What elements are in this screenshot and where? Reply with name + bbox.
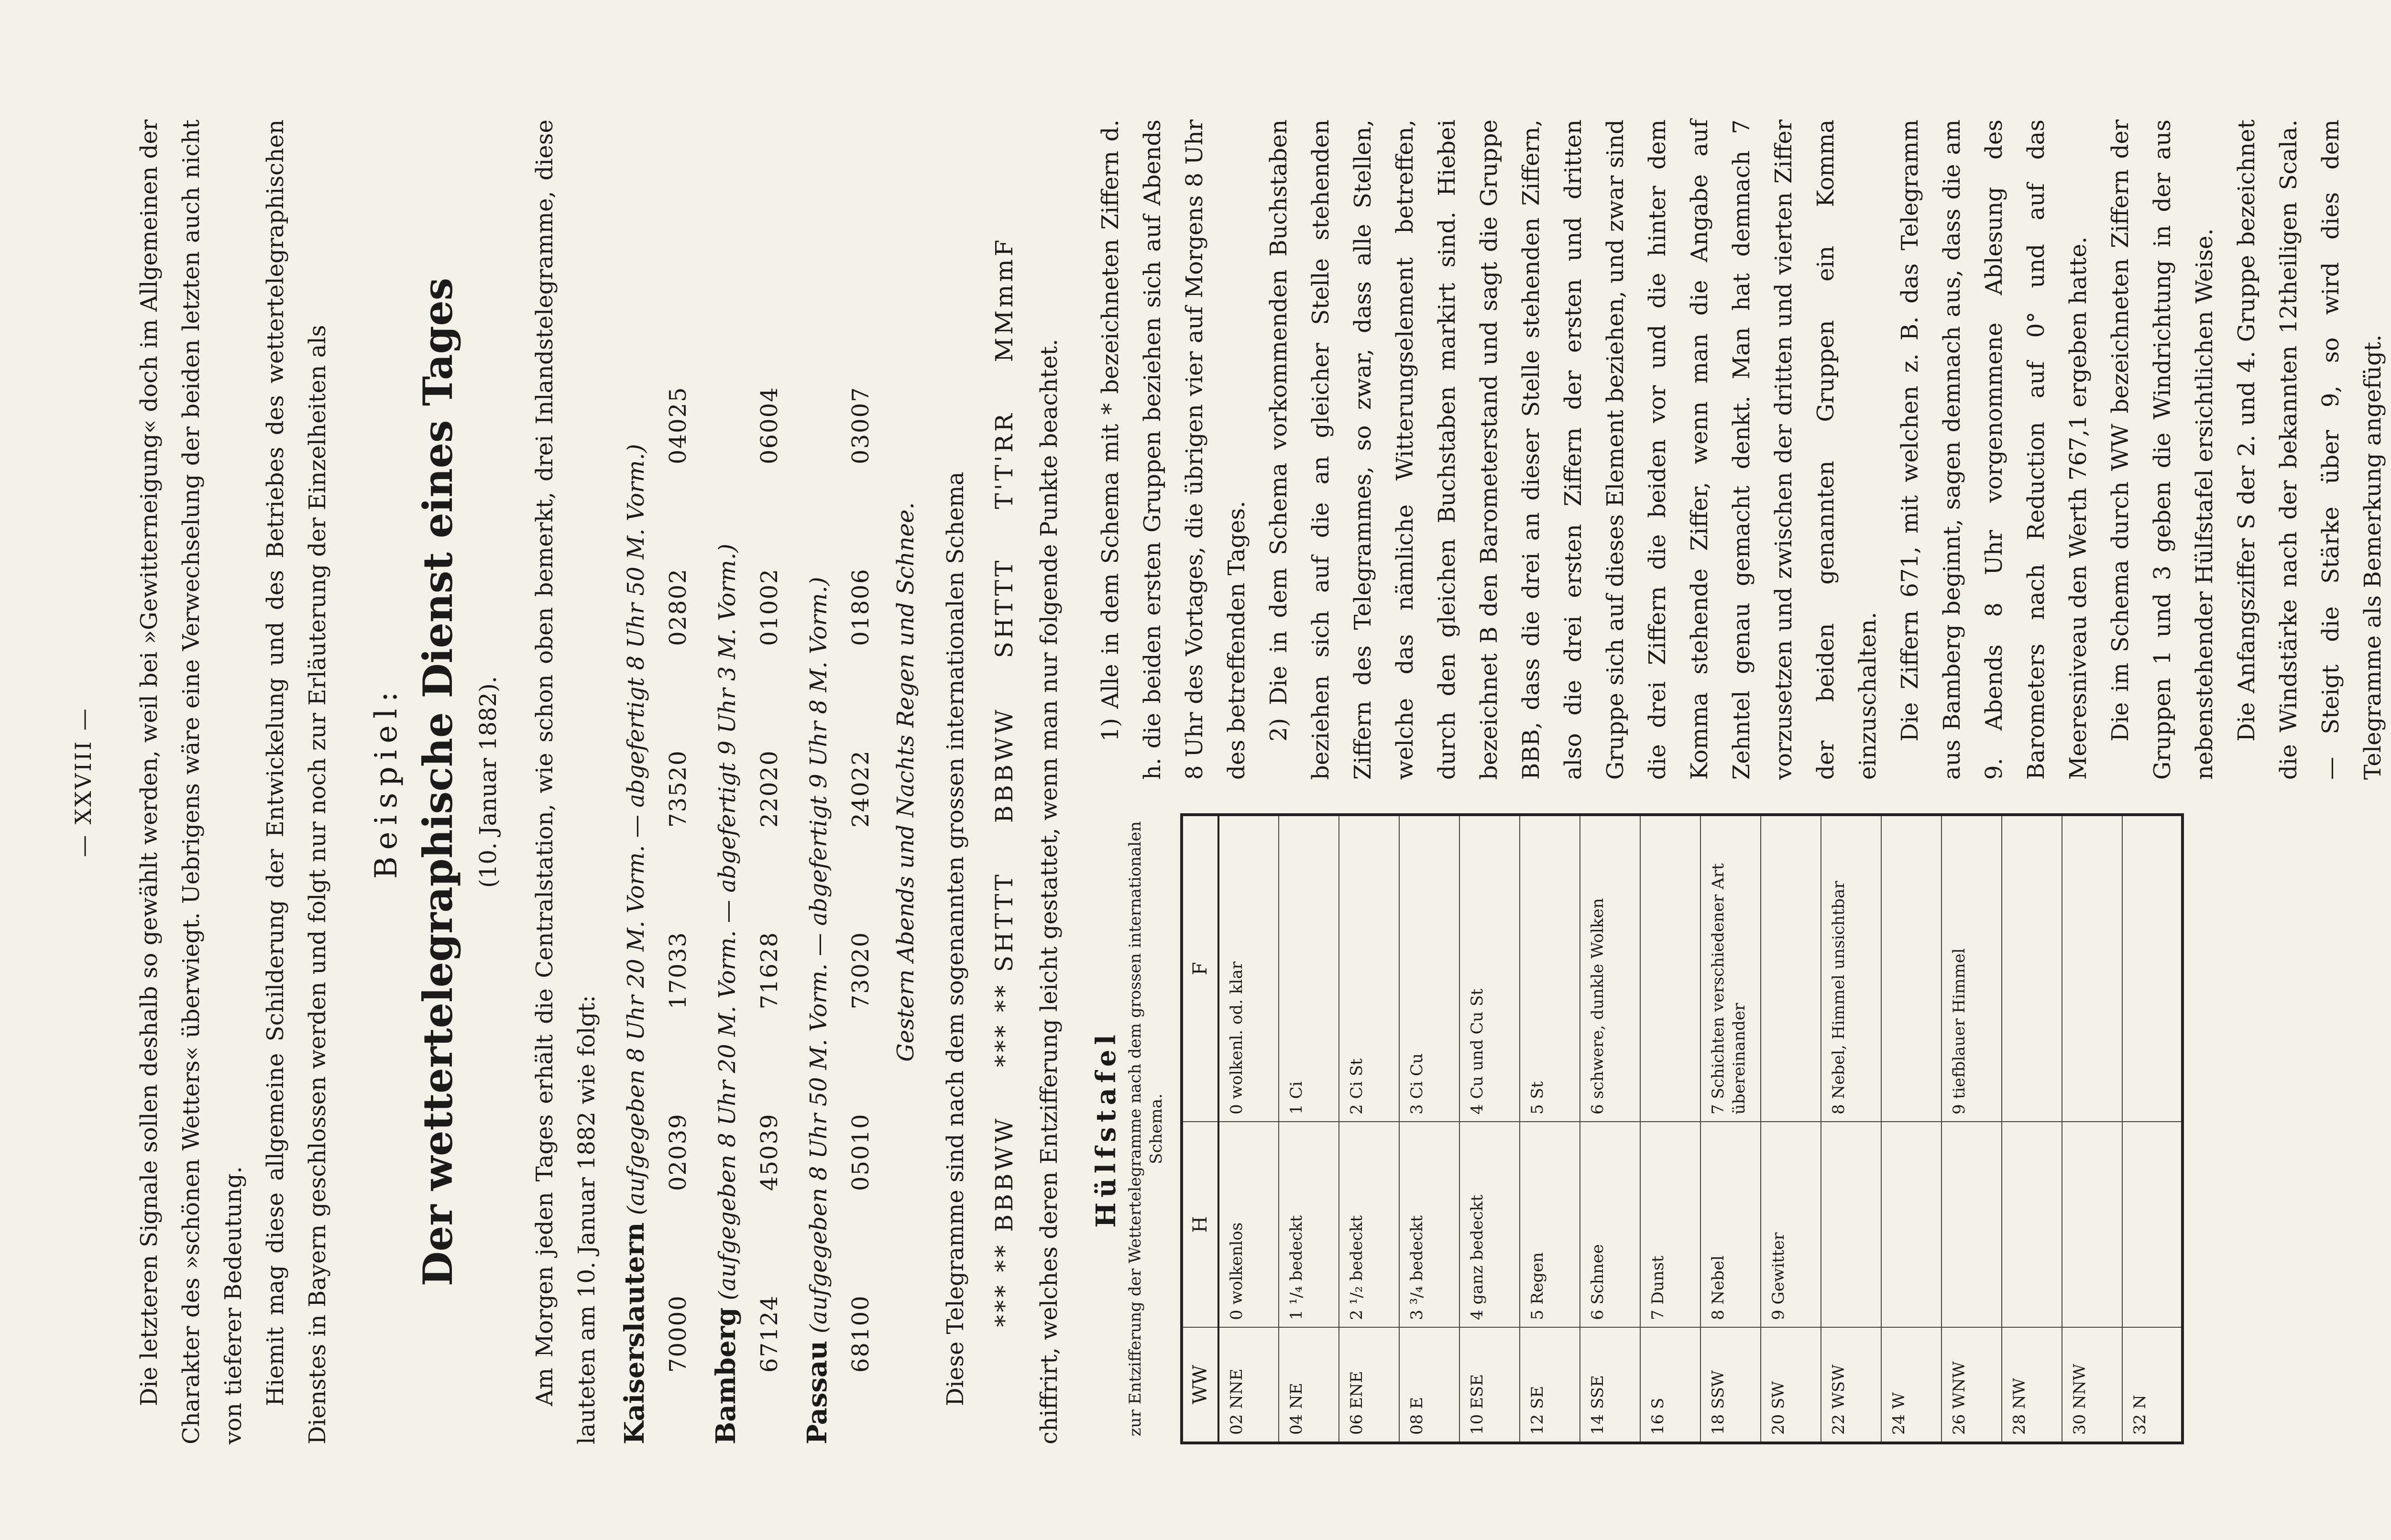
- table-row: [1700, 815, 1761, 1443]
- cell-h: 1 ¹/₄ bedeckt: [1279, 1122, 1339, 1327]
- cell-f: 3 Ci Cu: [1399, 815, 1459, 1122]
- telegram-group: 67124: [756, 1295, 783, 1373]
- schema-group: MMmmF: [990, 237, 1018, 362]
- cell-h: 3 ³/₄ bedeckt: [1399, 1122, 1459, 1327]
- table-row: [1459, 815, 1520, 1443]
- cell-f: 0 wolkenl. od. klar: [1218, 815, 1279, 1122]
- table-row: [1279, 815, 1339, 1443]
- cell-f: [1761, 815, 1821, 1122]
- telegram-group: 70000: [665, 1295, 691, 1373]
- station-note: (aufgegeben 8 Uhr 20 M. Vorm. — abgefertigt 8 Uhr 50 M. Vorm.): [623, 444, 649, 1215]
- telegram-group: 45039: [756, 1113, 783, 1191]
- cell-ww: 08 E: [1399, 1327, 1459, 1443]
- station-note: (aufgegeben 8 Uhr 50 M. Vorm. — abgefertigt 9 Uhr 8 M. Vorm.): [805, 577, 832, 1333]
- cell-ww: 22 WSW: [1821, 1327, 1881, 1443]
- telegram-group: 73020: [847, 931, 874, 1009]
- cell-h: [1941, 1122, 2002, 1327]
- schema-line: [983, 120, 1025, 1444]
- table-row: [1218, 815, 1279, 1443]
- table-row: [2062, 815, 2122, 1443]
- schema-group: BBBWW: [990, 707, 1018, 823]
- cell-h: [2122, 1122, 2183, 1327]
- two-column-section: [1089, 120, 2391, 1444]
- cell-f: 5 St: [1520, 815, 1580, 1122]
- intro-paragraph-1: Die letzteren Signale sollen deshalb so gewählt werden, weil bei »Gewitterneigung« doch im Allgemeinen der Charakter des »schönen Wetters« überwiegt. Uebrigens wäre eine Verwechselung der beiden letzten auch nicht von tieferer Bedeutung.: [136, 120, 247, 1444]
- telegram-group: 71628: [756, 931, 783, 1009]
- cell-h: 7 Dunst: [1640, 1122, 1700, 1327]
- telegram-group: 73520: [665, 750, 691, 828]
- station-note: (aufgegeben 8 Uhr 20 M. Vorm. — abgefertigt 9 Uhr 3 M. Vorm.): [714, 544, 741, 1300]
- telegram-groups: [748, 120, 790, 1444]
- cell-ww: 02 NNE: [1218, 1327, 1279, 1443]
- morning-paragraph: Am Morgen jeden Tages erhält die Centralstation, wie schon oben bemerkt, drei Inlandstelegramme, diese lauteten am 10. Januar 1882 wie folgt:: [531, 120, 600, 1444]
- cell-f: [2062, 815, 2122, 1122]
- telegram-group: 24022: [847, 750, 874, 828]
- table-row: [1339, 815, 1399, 1443]
- schema-after: chiffrirt, welches deren Entzifferung leicht gestattet, wenn man nur folgende Punkte beachtet.: [1036, 339, 1063, 1444]
- table-row: [1761, 815, 1821, 1443]
- schema-group: *** ** BBBWW: [990, 1115, 1018, 1327]
- telegram-group: 17033: [665, 931, 691, 1009]
- station-name: Kaiserslautern: [619, 1222, 650, 1444]
- table-row: [1821, 815, 1881, 1443]
- station-name: Passau: [801, 1341, 833, 1444]
- cell-f: 4 Cu und Cu St: [1459, 815, 1520, 1122]
- point-4: Die im Schema durch WW bezeichneten Ziffern der Gruppen 1 und 3 geben die Windrichtung in der aus nebenstehender Hülfstafel ersichtlichen Weise.: [2107, 120, 2218, 780]
- schema-group: *** ** SHTTT: [990, 872, 1018, 1067]
- cell-f: [1640, 815, 1700, 1122]
- telegram-groups: [840, 120, 882, 1444]
- cell-ww: 32 N: [2122, 1327, 2183, 1443]
- schema-group: SHTTT: [990, 557, 1018, 658]
- cell-f: [2002, 815, 2062, 1122]
- cell-h: 2 ¹/₂ bedeckt: [1339, 1122, 1399, 1327]
- telegram-group: 22020: [756, 750, 783, 828]
- table-row: [1399, 815, 1459, 1443]
- cell-ww: 26 WNW: [1941, 1327, 2002, 1443]
- cell-ww: 30 NNW: [2062, 1327, 2122, 1443]
- cell-h: [1881, 1122, 1941, 1327]
- cell-f: 9 tiefblauer Himmel: [1941, 815, 2002, 1122]
- cell-ww: 10 ESE: [1459, 1327, 1520, 1443]
- cell-ww: 16 S: [1640, 1327, 1700, 1443]
- table-row: [1520, 815, 1580, 1443]
- station-name: Bamberg: [710, 1307, 742, 1444]
- telegram-group: 05010: [847, 1113, 874, 1191]
- column-header-h: H: [1182, 1122, 1218, 1327]
- cell-h: [1821, 1122, 1881, 1327]
- point-5: Die Anfangsziffer S der 2. und 4. Gruppe bezeichnet die Windstärke nach der bekannten 12theiligen Scala. — Steigt die Stärke über 9, so wird dies dem Telegramme als Bemerkung angefügt.: [2233, 120, 2386, 780]
- cell-ww: 14 SSE: [1580, 1327, 1640, 1443]
- station-bamberg: [705, 120, 790, 1444]
- table-row: [1881, 815, 1941, 1443]
- cell-ww: 24 W: [1881, 1327, 1941, 1443]
- telegram-group: 06004: [756, 386, 783, 464]
- cell-h: 8 Nebel: [1700, 1122, 1761, 1327]
- cell-f: [2122, 815, 2183, 1122]
- cell-h: 9 Gewitter: [1761, 1122, 1821, 1327]
- page-header: — XXVIII —: [70, 707, 96, 857]
- telegram-group: 04025: [665, 386, 691, 464]
- hulfstafel-title: Hülfstafel: [1090, 1030, 1122, 1228]
- cell-h: [2062, 1122, 2122, 1327]
- cell-f: 2 Ci St: [1339, 815, 1399, 1122]
- weather-note: Gestern Abends und Nachts Regen und Schnee.: [892, 502, 919, 1062]
- point-3: Die Ziffern 671, mit welchen z. B. das Telegramm aus Bamberg beginnt, sagen demnach aus, dass die am 9. Abends 8 Uhr vorgenommene Ablesung des Barometers nach Reduction auf 0° und auf das Meeresniveau den Werth 767,1 ergeben hatte.: [1897, 120, 2092, 780]
- station-kaiserslautern: [614, 120, 699, 1444]
- telegram-group: 01806: [847, 568, 874, 646]
- cell-h: 6 Schnee: [1580, 1122, 1640, 1327]
- explanation-column: [1089, 120, 2391, 780]
- table-row: [1941, 815, 2002, 1443]
- hulfstafel-subtitle: zur Entzifferung der Wettertelegramme nach dem grossen internationalen Schema.: [1126, 821, 1166, 1437]
- cell-f: 8 Nebel, Himmel unsichtbar: [1821, 815, 1881, 1122]
- beispiel-heading: Beispiel:: [369, 685, 404, 879]
- table-row: [2122, 815, 2183, 1443]
- table-row: [1580, 815, 1640, 1443]
- table-row: [1640, 815, 1700, 1443]
- cell-ww: 20 SW: [1761, 1327, 1821, 1443]
- hulfstafel-column: [1089, 813, 2391, 1444]
- station-passau: [796, 120, 882, 1444]
- cell-f: 1 Ci: [1279, 815, 1339, 1122]
- intro-paragraph-2: Hiemit mag diese allgemeine Schilderung der Entwickelung und des Betriebes des wettertelegraphischen Dienstes in Bayern geschlossen werden und folgt nur noch zur Erläuterung der Einzelheiten als: [262, 120, 331, 1444]
- column-header-f: F: [1182, 815, 1218, 1122]
- cell-ww: 28 NW: [2002, 1327, 2062, 1443]
- cell-ww: 04 NE: [1279, 1327, 1339, 1443]
- telegram-group: 68100: [847, 1295, 874, 1373]
- hulfstafel-table: [1180, 813, 2184, 1444]
- point-2: 2) Die in dem Schema vorkommenden Buchstaben beziehen sich auf die an gleicher Stelle stehenden Ziffern des Telegrammes, so zwar, dass alle Stellen, welche das nämliche Witterungselement betreffen, durch den gleichen Buchstaben markirt sind. Hiebei bezeichnet B den Barometerstand und sagt die Gruppe BBB, dass die drei an dieser Stelle stehenden Ziffern, also die drei ersten Ziffern der ersten und dritten Gruppe sich auf dieses Element beziehen, und zwar sind die drei Ziffern die beiden vor und die hinter dem Komma stehende Ziffer, wenn man die Angabe auf Zehntel genau gemacht denkt. Man hat demnach 7 vorzusetzen und zwischen der dritten und vierten Ziffer der beiden genannten Gruppen ein Komma einzuschalten.: [1265, 120, 1881, 780]
- cell-h: [2002, 1122, 2062, 1327]
- telegram-group: 02802: [665, 568, 691, 646]
- telegram-group: 01002: [756, 568, 783, 646]
- cell-f: 7 Schichten verschiedener Art übereinander: [1700, 815, 1761, 1122]
- column-header-ww: WW: [1182, 1327, 1218, 1443]
- schema-intro: Diese Telegramme sind nach dem sogenannten grossen internationalen Schema: [942, 471, 969, 1406]
- telegram-groups: [657, 120, 699, 1444]
- cell-ww: 12 SE: [1520, 1327, 1580, 1443]
- table-row: [2002, 815, 2062, 1443]
- cell-ww: 18 SSW: [1700, 1327, 1761, 1443]
- cell-f: 6 schwere, dunkle Wolken: [1580, 815, 1640, 1122]
- cell-ww: 06 ENE: [1339, 1327, 1399, 1443]
- cell-h: 5 Regen: [1520, 1122, 1580, 1327]
- cell-f: [1881, 815, 1941, 1122]
- date-line: (10. Januar 1882).: [475, 676, 502, 888]
- cell-h: 0 wolkenlos: [1218, 1122, 1279, 1327]
- schema-group: T'T'RR: [990, 411, 1018, 509]
- telegram-group: 03007: [847, 386, 874, 464]
- point-1: 1) Alle in dem Schema mit * bezeichneten Ziffern d. h. die beiden ersten Gruppen beziehen sich auf Abends 8 Uhr des Vortages, die übrigen vier auf Morgens 8 Uhr des betreffenden Tages.: [1097, 120, 1250, 780]
- telegram-group: 02039: [665, 1113, 691, 1191]
- page-title: Der wettertelegraphische Dienst eines Tages: [414, 277, 461, 1287]
- cell-h: 4 ganz bedeckt: [1459, 1122, 1520, 1327]
